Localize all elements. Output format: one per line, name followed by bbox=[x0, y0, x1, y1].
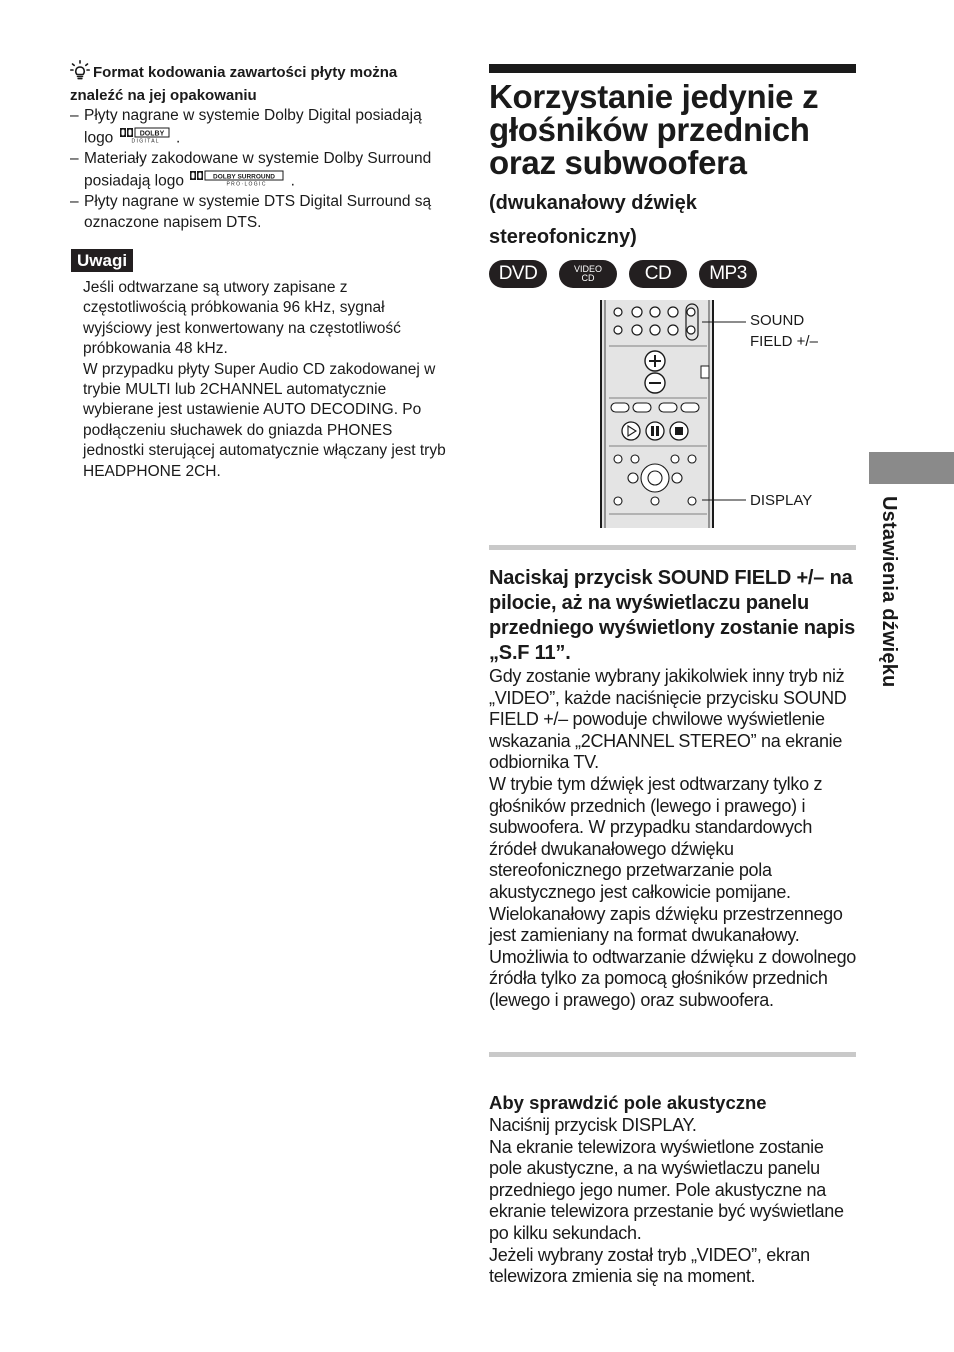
sound-field-callout-line-2: FIELD +/– bbox=[750, 333, 818, 350]
sound-field-callout-line-1: SOUND bbox=[750, 312, 805, 329]
chapter-tab bbox=[869, 452, 954, 484]
dolby-surround-logo bbox=[190, 170, 284, 193]
tip-item-text: Płyty nagrane w systemie DTS Digital Surround są oznaczone napisem DTS. bbox=[84, 193, 432, 231]
dolby-logo-sub: D I G I T A L bbox=[131, 138, 159, 143]
notes-label: Uwagi bbox=[71, 249, 133, 272]
tip-item-dts bbox=[70, 192, 450, 233]
check-heading: Aby sprawdzić pole akustyczne bbox=[489, 1092, 767, 1113]
notes-block bbox=[83, 278, 453, 482]
tip-item-end: . bbox=[290, 171, 295, 189]
step-separator bbox=[489, 545, 856, 550]
tip-item-dolby-surround bbox=[70, 149, 450, 192]
tip-heading bbox=[70, 60, 450, 106]
video-cd-badge-top: VIDEO bbox=[573, 264, 602, 274]
section-separator bbox=[489, 1052, 856, 1057]
surround-logo-word: DOLBY SURROUND bbox=[213, 172, 276, 180]
tip-item-text: Materiały zakodowane w systemie Dolby Surround posiadają logo bbox=[84, 150, 432, 189]
surround-logo-sub: P R O · L O G I C bbox=[226, 181, 266, 186]
tip-item-end: . bbox=[175, 128, 181, 146]
chapter-label: Ustawienia dźwięku bbox=[878, 496, 900, 688]
section-subtitle: (dwukanałowy dźwięk stereofoniczny) bbox=[489, 192, 697, 248]
dolby-logo-word: DOLBY bbox=[139, 129, 164, 137]
step-paragraph: W trybie tym dźwięk jest odtwarzany tylko z głośników przednich (lewego i prawego) i subwoofera. W przypadku standardowych źródeł dwukanałowego dźwięku stereofonicznego przetwarzanie pola akustycznego jest całkowicie pomijane. Wielokanałowy zapis dźwięku przestrzennego jest zamieniany na format dwukanałowy. Umożliwia to odtwarzanie dźwięku z dowolnego źródła tylko za pomocą głośników przednich (lewego i prawego) oraz subwoofera. bbox=[489, 773, 856, 1010]
check-paragraph: Na ekranie telewizora wyświetlone zostanie pole akustyczne, a na wyświetlaczu panelu przedniego jego numer. Pole akustyczne na ekranie telewizora przestanie być wyświetlane po kilku sekundach. bbox=[489, 1136, 844, 1243]
tip-item-text: Płyty nagrane w systemie Dolby Digital posiadają logo bbox=[84, 107, 422, 146]
dash: – bbox=[70, 150, 79, 167]
title-rule bbox=[489, 64, 856, 73]
step-heading: Naciskaj przycisk SOUND FIELD +/– na pilocie, aż na wyświetlaczu panelu przedniego wyświetlony zostanie napis „S.F 11”. bbox=[489, 567, 856, 664]
sound-field-callout bbox=[750, 310, 818, 352]
note-paragraph: W przypadku płyty Super Audio CD zakodowanej w trybie MULTI lub 2CHANNEL automatycznie wybierane jest ustawienie AUTO DECODING. Po podłączeniu słuchawek do gniazda PHONES jednostki sterującej automatycznie włączany jest tryb HEADPHONE 2CH. bbox=[83, 360, 446, 480]
tip-block bbox=[70, 60, 450, 233]
display-callout: DISPLAY bbox=[750, 492, 813, 509]
dolby-digital-logo bbox=[120, 127, 170, 150]
dash: – bbox=[70, 193, 79, 210]
lightbulb-icon bbox=[70, 60, 90, 86]
dash: – bbox=[70, 107, 79, 124]
step-paragraph: Gdy zostanie wybrany jakikolwiek inny tryb niż „VIDEO”, każde naciśnięcie przycisku SOUND FIELD +/– powoduje chwilowe wyświetlenie wskazania „2CHANNEL STEREO” na ekranie odbiornika TV. bbox=[489, 666, 847, 773]
section-title: Korzystanie jedynie z głośników przednich oraz subwoofera bbox=[489, 78, 819, 181]
callout-leader-lines bbox=[700, 320, 750, 510]
tip-item-dolby-digital bbox=[70, 106, 450, 149]
tip-heading-text: Format kodowania zawartości płyty można znaleźć na jej opakowaniu bbox=[70, 64, 398, 104]
note-paragraph: Jeśli odtwarzane są utwory zapisane z częstotliwością próbkowania 96 kHz, sygnał wyjściowy jest konwertowany na częstotliwość próbkowania 48 kHz. bbox=[83, 279, 401, 358]
check-paragraph: Jeżeli wybrany został tryb „VIDEO”, ekran telewizora zmienia się na moment. bbox=[489, 1244, 810, 1287]
step-body bbox=[489, 666, 859, 1012]
dvd-badge: DVD bbox=[489, 260, 547, 288]
check-body bbox=[489, 1115, 859, 1288]
disc-type-badges bbox=[489, 260, 757, 288]
mp3-badge: MP3 bbox=[699, 260, 757, 288]
cd-badge: CD bbox=[629, 260, 687, 288]
video-cd-badge-bottom: CD bbox=[581, 273, 595, 283]
video-cd-badge bbox=[559, 260, 617, 288]
check-paragraph: Naciśnij przycisk DISPLAY. bbox=[489, 1115, 697, 1135]
